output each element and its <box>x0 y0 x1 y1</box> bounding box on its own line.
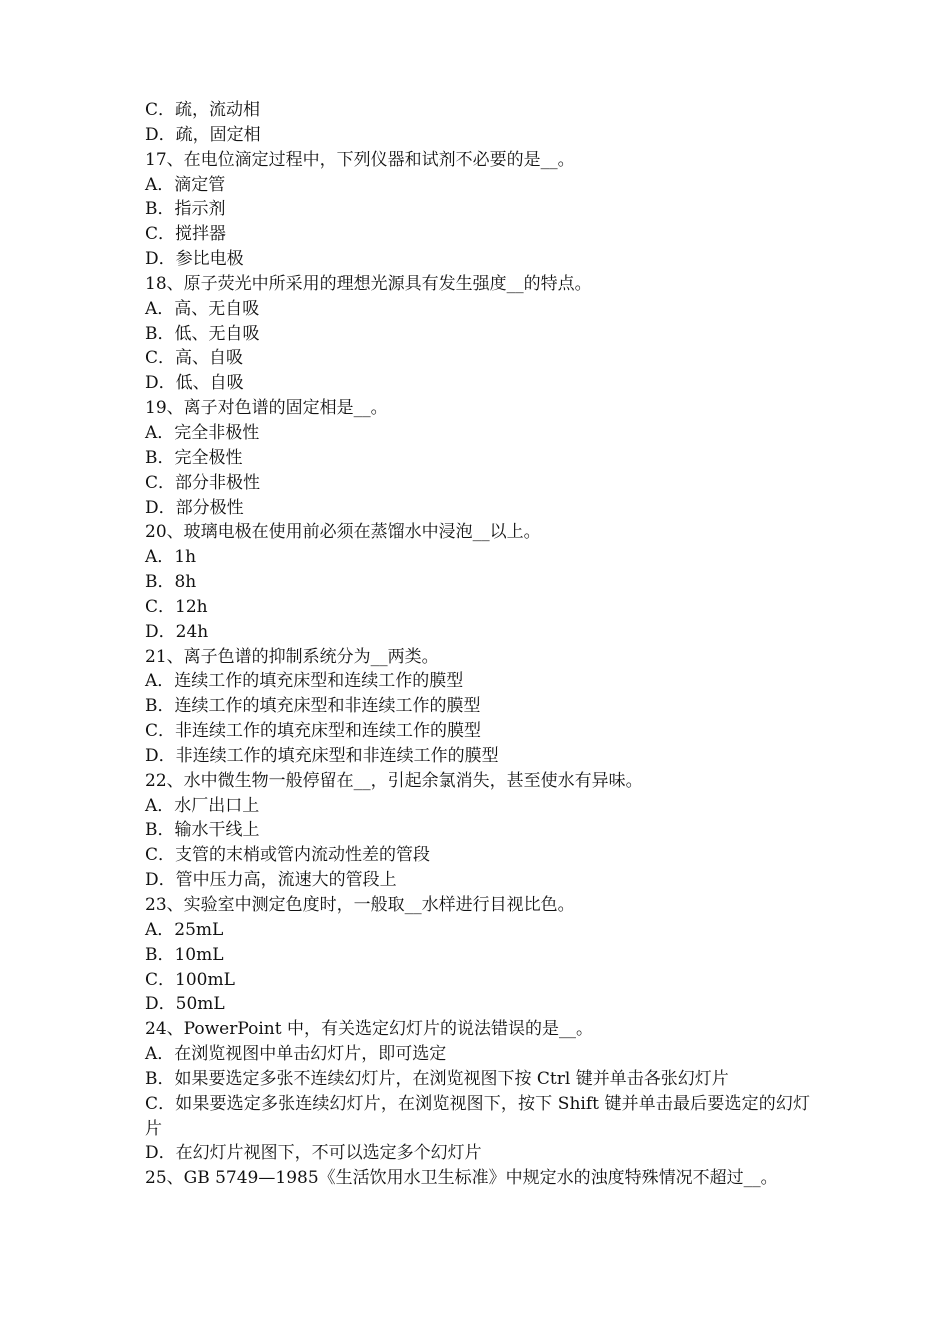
option-c: C．疏，流动相 <box>145 100 261 120</box>
document-page <box>145 98 810 1191</box>
question-22: 22、水中微生物一般停留在__，引起余氯消失，甚至使水有异味。 <box>145 770 643 791</box>
option-c: C．高、自吸 <box>145 348 244 369</box>
option-d: D．50mL <box>145 994 225 1015</box>
option-d: D．24h <box>145 621 209 642</box>
question-24: 24、PowerPoint 中，有关选定幻灯片的说法错误的是__。 <box>145 1019 593 1040</box>
option-a: A．1h <box>145 547 197 568</box>
option-b: B．输水干线上 <box>145 820 260 841</box>
option-a: A．高、无自吸 <box>145 298 260 319</box>
option-b: B．低、无自吸 <box>145 323 260 344</box>
option-c: C．部分非极性 <box>145 472 261 493</box>
option-d: D．管中压力高，流速大的管段上 <box>145 870 397 891</box>
option-d: D．参比电极 <box>145 249 244 270</box>
option-b: B．连续工作的填充床型和非连续工作的膜型 <box>145 696 481 717</box>
option-c: C．12h <box>145 596 208 617</box>
question-20: 20、玻璃电极在使用前必须在蒸馏水中浸泡__以上。 <box>145 522 541 543</box>
option-d: D．疏，固定相 <box>145 124 261 145</box>
option-a: A．在浏览视图中单击幻灯片，即可选定 <box>145 1044 447 1065</box>
option-b: B．指示剂 <box>145 199 226 220</box>
option-a: A．完全非极性 <box>145 422 260 443</box>
question-17: 17、在电位滴定过程中，下列仪器和试剂不必要的是__。 <box>145 149 575 170</box>
option-d: D．部分极性 <box>145 497 244 518</box>
option-c: C．非连续工作的填充床型和连续工作的膜型 <box>145 721 482 742</box>
option-a: A．连续工作的填充床型和连续工作的膜型 <box>145 671 464 692</box>
question-21: 21、离子色谱的抑制系统分为__两类。 <box>145 646 439 667</box>
option-a: A．水厂出口上 <box>145 795 260 816</box>
question-25: 25、GB 5749—1985《生活饮用水卫生标准》中规定水的浊度特殊情况不超过__。 <box>145 1168 778 1189</box>
option-c: C．100mL <box>145 969 235 990</box>
option-b: B．如果要选定多张不连续幻灯片，在浏览视图下按 Ctrl 键并单击各张幻灯片 <box>145 1068 729 1089</box>
option-d: D．低、自吸 <box>145 373 244 394</box>
question-23: 23、实验室中测定色度时，一般取__水样进行目视比色。 <box>145 895 575 915</box>
option-a: A．滴定管 <box>145 174 226 195</box>
question-19: 19、离子对色谱的固定相是__。 <box>145 398 388 419</box>
option-b: B．完全极性 <box>145 447 243 468</box>
option-d: D．非连续工作的填充床型和非连续工作的膜型 <box>145 745 499 766</box>
option-c: C．如果要选定多张连续幻灯片，在浏览视图下，按下 Shift 键并单击最后要选定的幻灯片 <box>145 1093 810 1139</box>
option-a: A．25mL <box>145 919 224 940</box>
option-d: D．在幻灯片视图下，不可以选定多个幻灯片 <box>145 1143 482 1164</box>
option-c: C．支管的末梢或管内流动性差的管段 <box>145 845 431 866</box>
option-b: B．8h <box>145 572 197 593</box>
option-b: B．10mL <box>145 944 224 965</box>
question-18: 18、原子荧光中所采用的理想光源具有发生强度__的特点。 <box>145 273 592 294</box>
option-c: C．搅拌器 <box>145 224 227 245</box>
